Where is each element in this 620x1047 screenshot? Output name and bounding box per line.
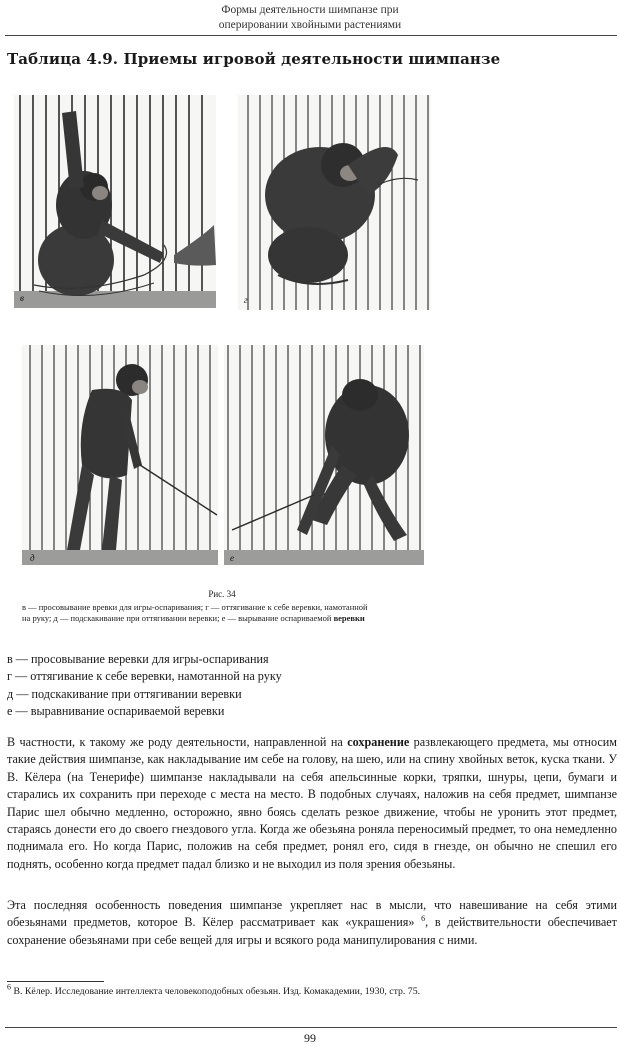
- paragraph-1-start: В частности, к такому же роду деятельности, направленной на: [7, 735, 348, 749]
- running-head-line-2: оперировании хвойными растениями: [218, 19, 402, 31]
- paragraph-2-start: Эта последняя особенность поведения шимпанзе укрепляет нас в мысли, что навешивание на себя этими обезьянами предметов, которое В. Кёлер рассматривает как «украшения»: [7, 898, 617, 930]
- body-paragraph-2: [7, 897, 617, 949]
- figure-panel-v: [14, 95, 216, 308]
- footnote-text: В. Кёлер. Исследование интеллекта человекоподобных обезьян. Изд. Комакадемии, 1930, стр. 75.: [11, 986, 421, 997]
- legend-item: в — просовывание веревки для игры-оспаривания: [7, 652, 269, 666]
- figure-panels-d-e: [22, 345, 424, 565]
- paragraph-1-emphasis: сохранение: [347, 735, 410, 749]
- figure-caption-line-2: [22, 613, 422, 624]
- footnote-mark: 6: [7, 982, 11, 992]
- caption-line-2-bold: веревки: [333, 613, 365, 623]
- panel-letter-e: е: [230, 553, 234, 563]
- caption-line-2-text: на руку; д — подскакивание при оттягивании веревки; е — вырывание оспариваемой: [22, 613, 334, 623]
- paragraph-2-rest: , в действительности обеспечивает сохранение обезьянами при себе вещей для игры и всякого рода манипулирования с ними.: [7, 915, 617, 947]
- running-head-line-1: Формы деятельности шимпанзе при: [221, 4, 399, 16]
- legend-item: г — оттягивание к себе веревки, намотанной на руку: [7, 669, 282, 684]
- footnote-reference[interactable]: 6: [421, 914, 426, 924]
- header-rule: [5, 35, 617, 36]
- figure-panel-g: [238, 95, 431, 310]
- figure-caption: [22, 589, 422, 624]
- legend-item: д — подскакивание при оттягивании веревки: [7, 686, 242, 701]
- chimpanzee-illustration-d-e: [22, 345, 424, 565]
- panel-letter-v: в: [20, 293, 24, 303]
- caption-line-1-part-a: в — просовывание в: [22, 602, 97, 612]
- running-head: [150, 3, 470, 33]
- paragraph-1-rest: развлекающего предмета, мы относим такие действия шимпанзе, как накладывание им себе на голову, на шею, или на спину хвойных веток, куска ткани. У В. Кёлера (на Тенерифе) шимпанзе накладывали на себя апельсинные корки, тряпки, шнуры, цепи, бумаги и старались их сохранить при переходе с места на место. В подобных случаях, наложив на себя предмет, шимпанзе Парис шел обычно медленно, осторожно, явно боясь сделать резкое движение, чтобы не уронить этот предмет, стараясь донести его до своего гнездового угла. Когда же обезьяна роняла переносимый предмет, то она немедленно поднимала его. Но когда Парис, положив на себя предмет, ронял его, сидя в гнезде, он обычно не спешил его поднять, особенно когда предмет падал близко и не выходил из поля зрения обезьяны.: [7, 735, 617, 871]
- caption-line-1-part-b: ревки для игры-оспаривания; г — оттягивание к себе веревки, намотанной: [96, 602, 368, 612]
- footer-rule: [5, 1027, 617, 1028]
- footnote: [7, 982, 421, 997]
- page-number: 99: [304, 1031, 316, 1045]
- figure-caption-line-1: [22, 602, 422, 613]
- figure-caption-title: Рис. 34: [208, 589, 236, 599]
- panel-letter-d: д: [30, 553, 35, 563]
- chimpanzee-illustration-g: [238, 95, 431, 310]
- table-title: Таблица 4.9. Приемы игровой деятельности шимпанзе: [7, 50, 501, 68]
- legend-item: е — выравнивание оспариваемой веревки: [7, 703, 225, 718]
- body-paragraph-1: [7, 734, 617, 873]
- panel-letter-g: г: [244, 295, 248, 305]
- footnote-rule: [7, 981, 104, 982]
- figure-legend: [7, 651, 282, 720]
- chimpanzee-illustration-v: [14, 95, 216, 308]
